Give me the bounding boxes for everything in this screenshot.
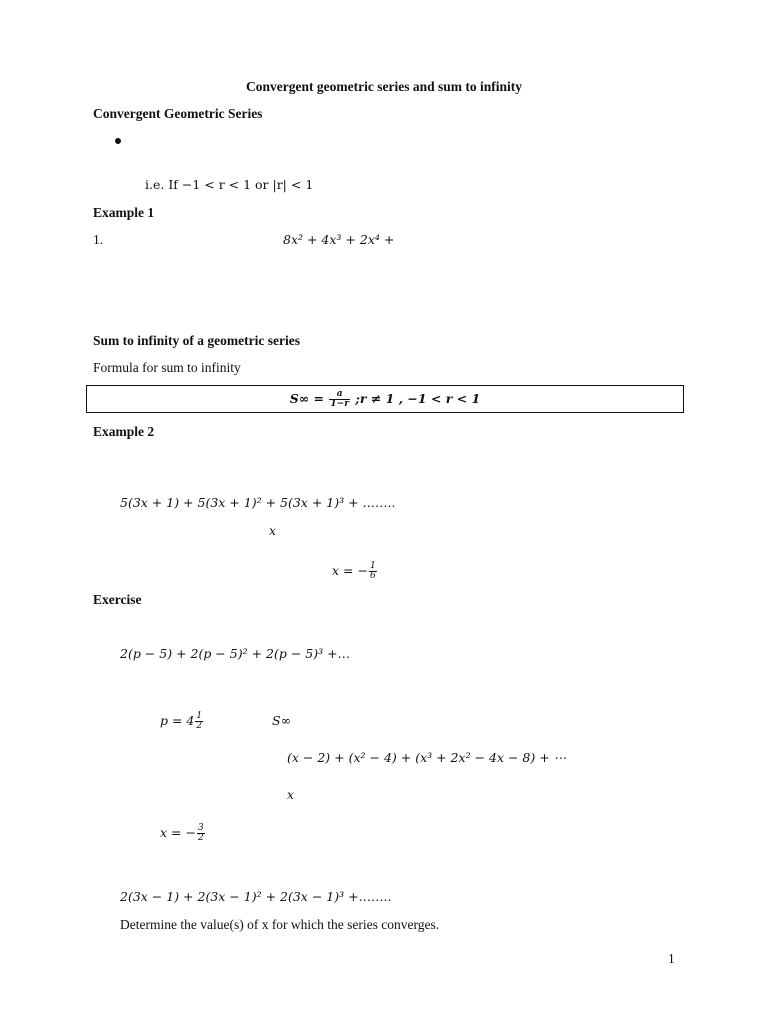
exercise-s-infinity: S∞ — [272, 713, 291, 728]
formula-lhs: S∞ = — [289, 391, 329, 406]
page-title: Convergent geometric series and sum to infinity — [246, 79, 522, 94]
example2-answer-denominator: 6 — [369, 571, 376, 581]
x-value-denominator: 2 — [197, 833, 204, 843]
example1-series: 8x² + 4x³ + 2x⁴ + — [283, 232, 395, 247]
example2-heading: Example 2 — [93, 424, 155, 439]
section-heading-convergent: Convergent Geometric Series — [93, 106, 263, 121]
example2-series: 5(3x + 1) + 5(3x + 1)² + 5(3x + 1)³ + …….. — [120, 495, 396, 510]
example2-answer-lhs: x = − — [332, 563, 368, 578]
page-number: 1 — [668, 951, 675, 966]
p-value-fraction — [195, 712, 203, 731]
formula-denominator: 1−r — [330, 399, 349, 409]
exercise-series2: (x − 2) + (x² − 4) + (x³ + 2x² − 4x − 8) + ⋯ — [287, 750, 567, 765]
exercise-series1: 2(p − 5) + 2(p − 5)² + 2(p − 5)³ +… — [120, 646, 351, 661]
bullet-point — [115, 138, 121, 144]
example2-answer — [332, 562, 378, 581]
exercise-heading: Exercise — [93, 592, 142, 607]
formula-rhs: ;r ≠ 1 , −1 < r < 1 — [350, 391, 481, 406]
section-heading-sum-to-infinity: Sum to infinity of a geometric series — [93, 333, 300, 348]
exercise-x-value — [160, 824, 206, 843]
example1-heading: Example 1 — [93, 205, 155, 220]
p-value-denominator: 2 — [196, 721, 203, 731]
example1-item-number: 1. — [93, 232, 104, 247]
example2-answer-fraction — [369, 562, 377, 581]
p-value-lhs: p = 4 — [160, 713, 195, 728]
example2-answer-numerator: 1 — [369, 561, 376, 571]
exercise-variable: x — [287, 787, 295, 802]
formula-intro: Formula for sum to infinity — [93, 360, 241, 375]
p-value-numerator: 1 — [196, 711, 203, 721]
exercise-p-value — [160, 712, 204, 731]
exercise-series3: 2(3x − 1) + 2(3x − 1)² + 2(3x − 1)³ +…….. — [120, 889, 392, 904]
exercise-question: Determine the value(s) of x for which the series converges. — [120, 917, 440, 932]
convergence-condition: i.e. If −1 < r < 1 or |r| < 1 — [145, 177, 314, 192]
formula-fraction — [329, 390, 350, 409]
sum-to-infinity-formula — [86, 390, 684, 409]
x-value-lhs: x = − — [160, 825, 196, 840]
x-value-numerator: 3 — [197, 823, 204, 833]
x-value-fraction — [197, 824, 205, 843]
formula-numerator: a — [329, 390, 350, 400]
example2-variable: x — [269, 523, 277, 538]
